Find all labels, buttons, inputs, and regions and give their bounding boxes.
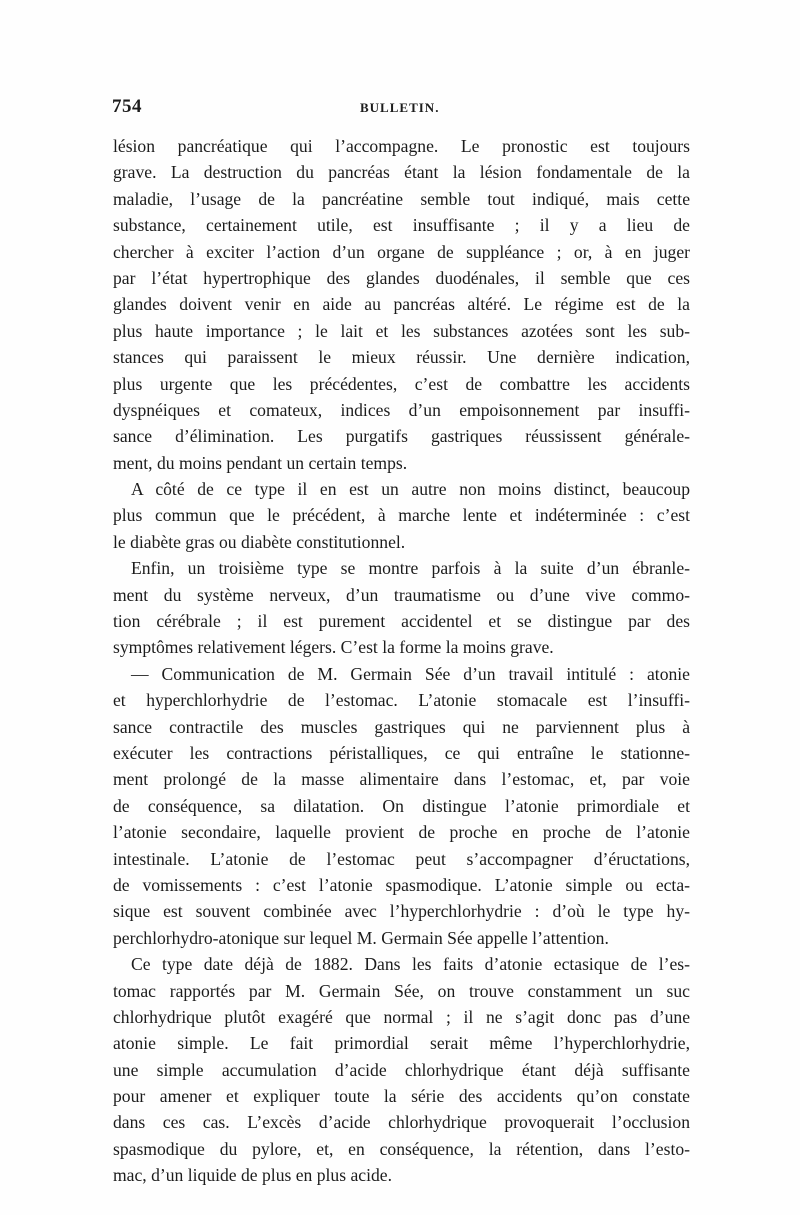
text-line: chlorhydrique plutôt exagéré que normal ; il ne s’agit donc pas d’une <box>113 1006 690 1027</box>
text-line: exécuter les contractions péristalliques, ce qui entraîne le stationne- <box>113 742 690 763</box>
text-line: ment du système nerveux, d’un traumatisme ou d’une vive commo- <box>113 584 690 605</box>
text-line: de conséquence, sa dilatation. On distingue l’atonie primordiale et <box>113 795 690 816</box>
text-line: — Communication de M. Germain Sée d’un travail intitulé : atonie <box>131 663 690 684</box>
text-line: tion cérébrale ; il est purement accidentel et se distingue par des <box>113 611 690 632</box>
text-line: spasmodique du pylore, et, en conséquence, la rétention, dans l’esto- <box>113 1138 690 1159</box>
text-line: ment, du moins pendant un certain temps. <box>113 452 408 473</box>
text-line: substance, certainement utile, est insuffisante ; il y a lieu de <box>113 215 690 236</box>
text-line: dyspnéiques et comateux, indices d’un empoisonnement par insuffi- <box>113 399 690 420</box>
text-line: lésion pancréatique qui l’accompagne. Le pronostic est toujours <box>113 136 690 156</box>
text-line: intestinale. L’atonie de l’estomac peut s’accompagner d’éructations, <box>113 848 690 869</box>
running-title: BULLETIN. <box>360 100 440 115</box>
text-line: mac, d’un liquide de plus en plus acide. <box>113 1165 392 1186</box>
text-line: sance d’élimination. Les purgatifs gastriques réussissent générale- <box>113 426 690 447</box>
page-header <box>112 96 690 122</box>
text-line: l’atonie secondaire, laquelle provient de proche en proche de l’atonie <box>113 822 690 843</box>
text-line: perchlorhydro-atonique sur lequel M. Germain Sée appelle l’attention. <box>113 927 609 948</box>
body-text <box>113 133 690 1189</box>
text-line: symptômes relativement légers. C’est la forme la moins grave. <box>113 637 554 658</box>
text-line: ment prolongé de la masse alimentaire dans l’estomac, et, par voie <box>113 769 690 790</box>
page-number: 754 <box>112 96 142 117</box>
text-line: sique est souvent combinée avec l’hyperchlorhydrie : d’où le type hy- <box>113 901 690 922</box>
text-line: grave. La destruction du pancréas étant la lésion fondamentale de la <box>113 162 690 183</box>
text-line: une simple accumulation d’acide chlorhydrique étant déjà suffisante <box>113 1059 690 1080</box>
text-line: sance contractile des muscles gastriques qui ne parviennent plus à <box>113 716 690 737</box>
text-line: plus commun que le précédent, à marche lente et indéterminée : c’est <box>113 505 690 526</box>
text-line: A côté de ce type il en est un autre non moins distinct, beaucoup <box>131 479 690 500</box>
text-line: plus haute importance ; le lait et les substances azotées sont les sub- <box>113 320 690 341</box>
text-line: et hyperchlorhydrie de l’estomac. L’atonie stomacale est l’insuffi- <box>113 690 690 711</box>
text-line: dans ces cas. L’excès d’acide chlorhydrique provoquerait l’occlusion <box>113 1112 690 1133</box>
text-line: Enfin, un troisième type se montre parfois à la suite d’un ébranle- <box>131 558 690 579</box>
text-line: maladie, l’usage de la pancréatine semble tout indiqué, mais cette <box>113 188 690 209</box>
text-line: atonie simple. Le fait primordial serait même l’hyperchlorhydrie, <box>113 1033 690 1054</box>
text-line: stances qui paraissent le mieux réussir. Une dernière indication, <box>113 347 690 368</box>
text-line: par l’état hypertrophique des glandes duodénales, il semble que ces <box>113 267 690 288</box>
text-line: glandes doivent venir en aide au pancréas altéré. Le régime est de la <box>113 294 690 315</box>
text-line: Ce type date déjà de 1882. Dans les faits d’atonie ectasique de l’es- <box>131 954 690 975</box>
text-line: plus urgente que les précédentes, c’est de combattre les accidents <box>113 373 690 394</box>
text-line: tomac rapportés par M. Germain Sée, on trouve constamment un suc <box>113 980 690 1001</box>
text-line: le diabète gras ou diabète constitutionnel. <box>113 531 406 552</box>
text-line: chercher à exciter l’action d’un organe de suppléance ; or, à en juger <box>113 241 690 262</box>
text-line: de vomissements : c’est l’atonie spasmodique. L’atonie simple ou ecta- <box>113 874 690 895</box>
text-line: pour amener et expliquer toute la série des accidents qu’on constate <box>113 1086 690 1107</box>
